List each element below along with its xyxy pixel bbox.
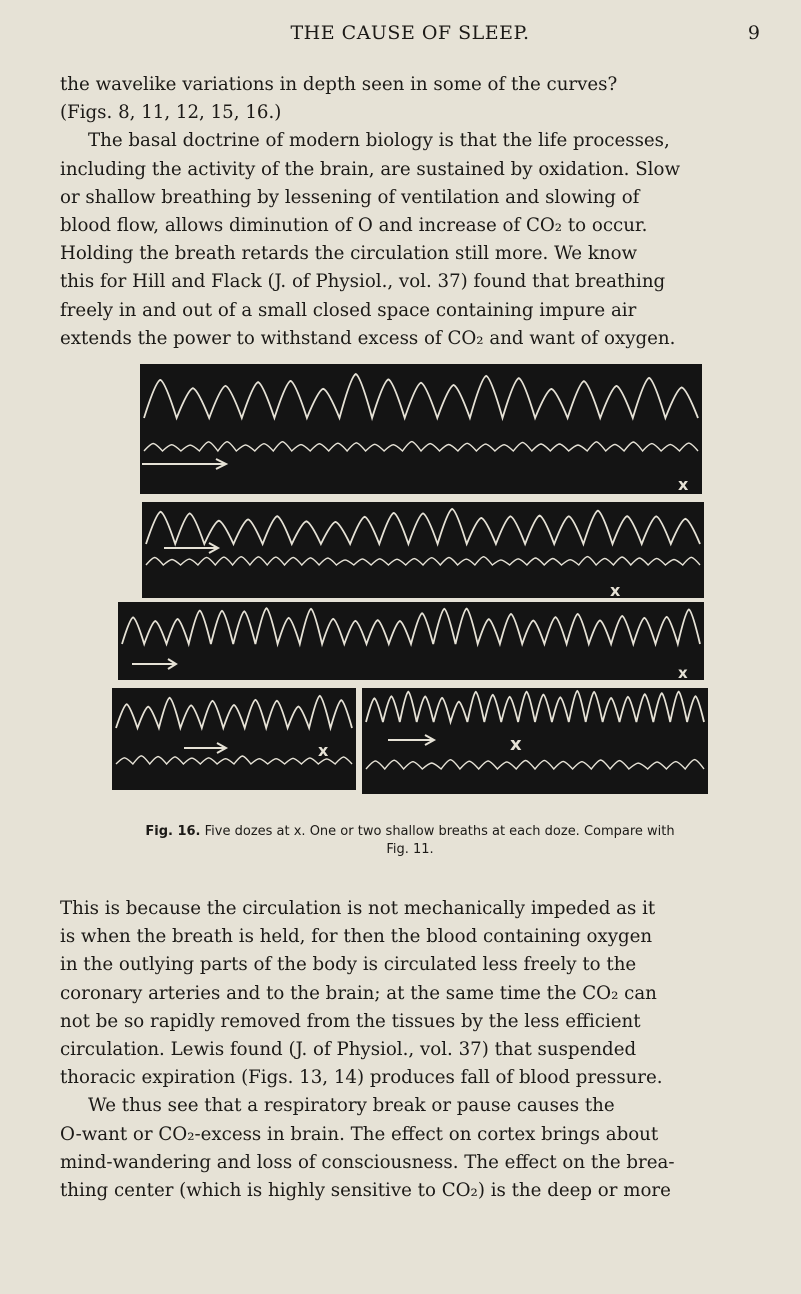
text-line: freely in and out of a small closed space containing impure air: [60, 299, 637, 321]
panel-mark-x: x: [318, 741, 329, 760]
text-line: This is because the circulation is not mechanically impeded as it: [60, 898, 656, 919]
text-line: this for Hill and Flack (J. of Physiol., vol. 37) found that breathing: [60, 271, 666, 293]
page-header: [60, 22, 760, 52]
text-line: coronary arteries and to the brain; at the same time the CO₂ can: [60, 982, 657, 1004]
tracing-panel-1: [140, 364, 702, 494]
text-line: The basal doctrine of modern biology is that the life processes,: [88, 130, 670, 152]
text-line: thing center (which is highly sensitive to CO₂) is the deep or more: [60, 1180, 671, 1202]
figure-label: Fig. 16.: [145, 824, 201, 839]
text-line: O-want or CO₂-excess in brain. The effect on cortex brings about: [60, 1123, 659, 1145]
paragraph-bottom: [60, 895, 762, 1205]
tracing-panel-3: [118, 602, 704, 682]
text-line: mind-wandering and loss of consciousness. The effect on the brea-: [60, 1151, 675, 1173]
text-line: including the activity of the brain, are sustained by oxidation. Slow: [60, 158, 681, 180]
figure-caption: [100, 823, 720, 859]
text-line: the wavelike variations in depth seen in some of the curves?: [60, 74, 618, 95]
text-line: thoracic expiration (Figs. 13, 14) produces fall of blood pressure.: [60, 1067, 663, 1089]
text-line: in the outlying parts of the body is circulated less freely to the: [60, 954, 637, 976]
panel-mark-x: x: [610, 581, 621, 600]
caption-text: Five dozes at x. One or two shallow breaths at each doze. Compare with: [204, 824, 675, 839]
tracing-panel-2: [142, 502, 704, 600]
paragraph-top: [60, 71, 762, 353]
kymograph-tracing-image: [112, 352, 708, 812]
text-line: is when the breath is held, for then the blood containing oxygen: [60, 926, 653, 948]
text-line: Holding the breath retards the circulation still more. We know: [60, 243, 638, 265]
panel-mark-x: x: [510, 734, 522, 755]
page-number: 9: [747, 22, 760, 44]
panel-mark-x: x: [678, 664, 688, 682]
tracing-panel-5: [362, 688, 708, 794]
text-line: extends the power to withstand excess of CO₂ and want of oxygen.: [60, 327, 676, 349]
caption-text-continued: Fig. 11.: [386, 842, 434, 857]
text-line: circulation. Lewis found (J. of Physiol., vol. 37) that suspended: [60, 1039, 637, 1061]
panel-mark-x: x: [678, 475, 689, 494]
text-line: or shallow breathing by lessening of ventilation and slowing of: [60, 186, 640, 208]
figure-16-respiration-tracings: [112, 352, 708, 812]
text-line: not be so rapidly removed from the tissues by the less efficient: [60, 1010, 641, 1032]
text-line: We thus see that a respiratory break or pause causes the: [88, 1095, 615, 1117]
running-head: THE CAUSE OF SLEEP.: [290, 22, 530, 44]
text-line: (Figs. 8, 11, 12, 15, 16.): [60, 102, 282, 124]
text-line: blood flow, allows diminution of O and increase of CO₂ to occur.: [60, 215, 648, 237]
tracing-panel-4: [112, 688, 356, 790]
